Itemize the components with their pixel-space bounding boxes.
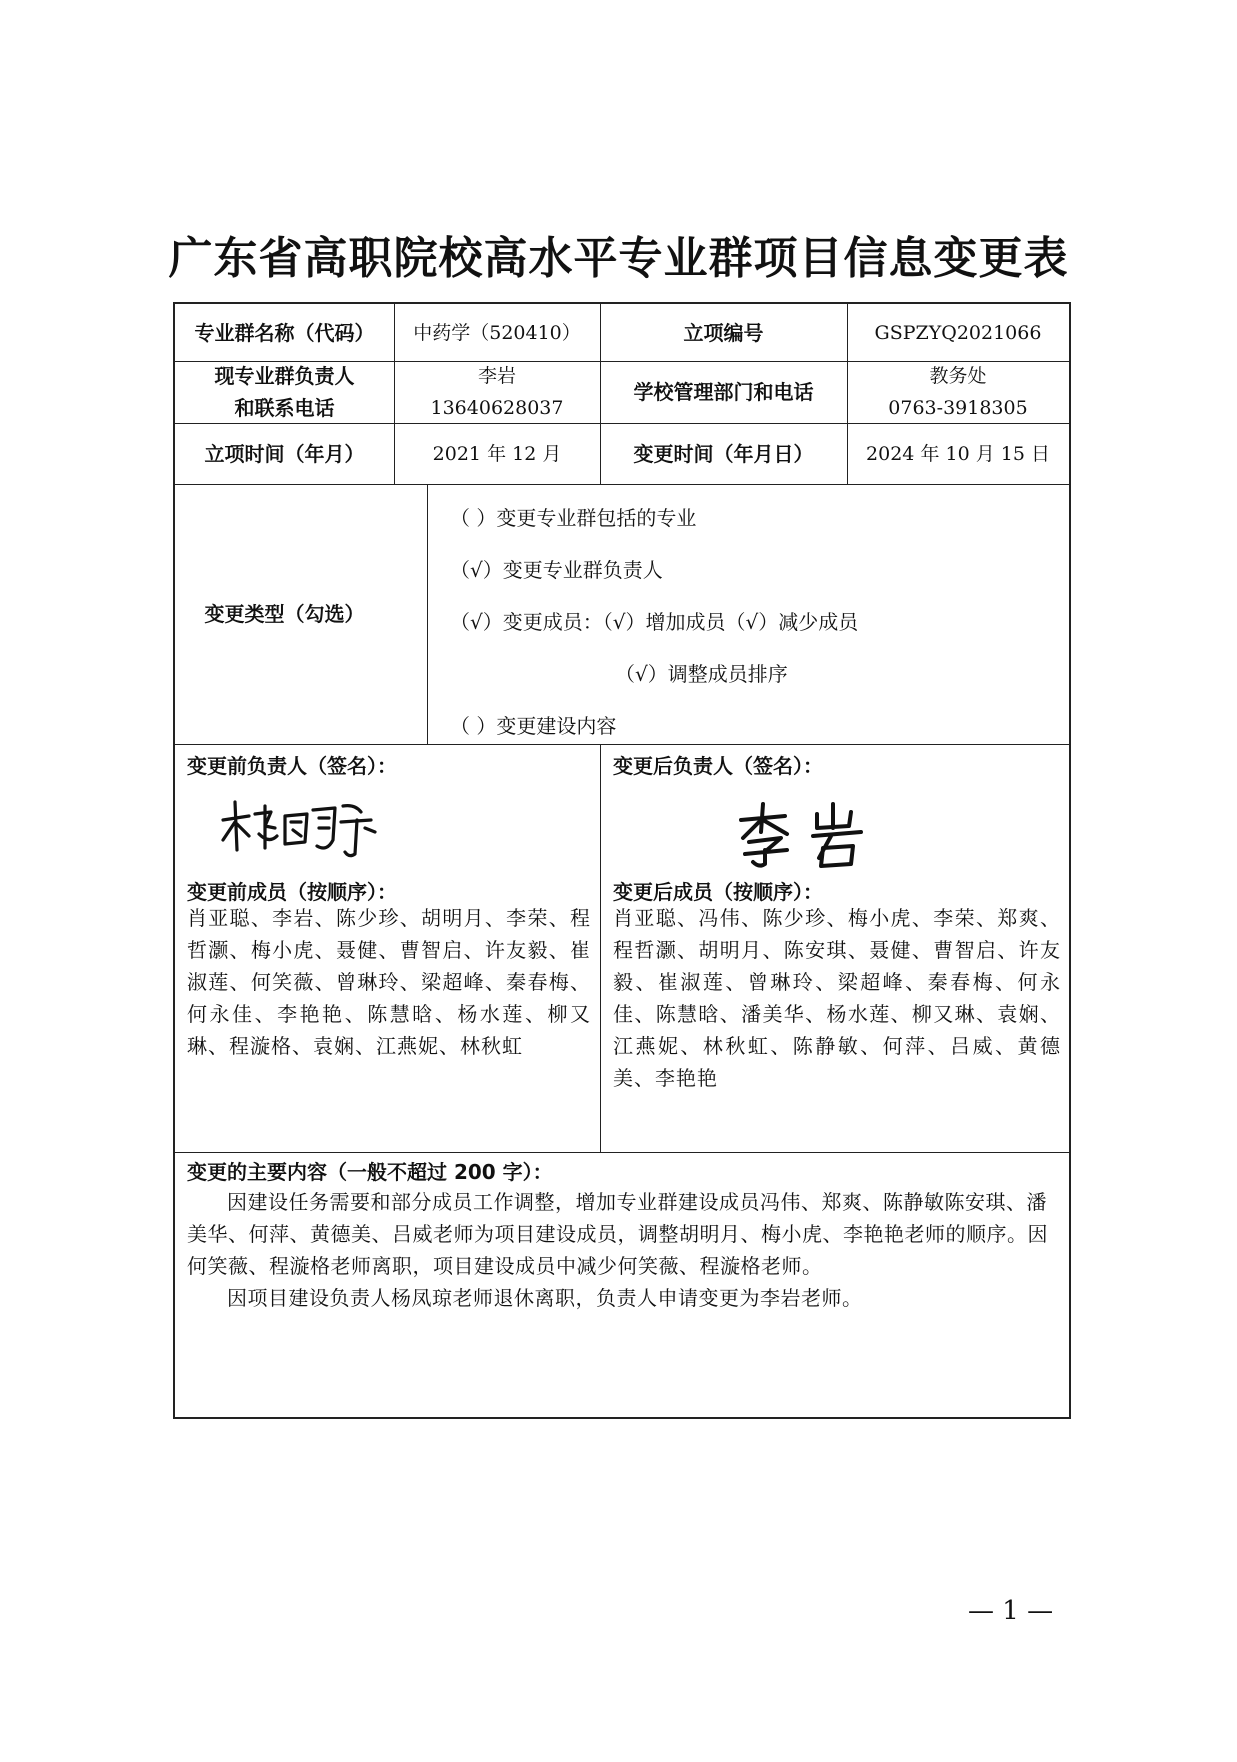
- content-label: 变更的主要内容（一般不超过 200 字）：: [187, 1160, 553, 1184]
- col-divider: [427, 484, 428, 744]
- leader-label: [175, 361, 394, 423]
- option-change-content: （ ）变更建设内容: [450, 714, 617, 738]
- project-no-value: GSPZYQ2021066: [874, 321, 1042, 344]
- before-members-label: 变更前成员（按顺序）：: [187, 880, 397, 904]
- change-form-table: [173, 302, 1071, 1419]
- leader-label-line2: 和联系电话: [234, 396, 335, 420]
- after-members-list: 肖亚聪、冯伟、陈少珍、梅小虎、李荣、郑爽、程哲灏、胡明月、陈安琪、聂健、曹智启、许友毅、崔淑莲、曾琳玲、梁超峰、秦春梅、何永佳、陈慧晗、潘美华、杨水莲、柳又琳、袁娴、江燕妮、林秋虹、陈静敏、何萍、吕威、黄德美、李艳艳: [613, 906, 1061, 1090]
- option-change-majors: （ ）变更专业群包括的专业: [450, 506, 697, 530]
- after-members-label: 变更后成员（按顺序）：: [613, 880, 823, 904]
- col-divider: [600, 744, 601, 1152]
- content-body: [187, 1186, 1057, 1314]
- option-change-members: （√）变更成员：（√）增加成员（√）减少成员: [450, 610, 859, 634]
- dept-value: [847, 361, 1069, 423]
- project-no-label: 立项编号: [683, 320, 764, 345]
- change-type-label: 变更类型（勾选）: [204, 602, 365, 626]
- dept-name: 教务处: [929, 365, 987, 387]
- change-time-value: 2024 年 10 月 15 日: [866, 442, 1050, 465]
- option-change-leader: （√）变更专业群负责人: [450, 558, 663, 582]
- dept-phone: 0763-3918305: [888, 397, 1028, 419]
- content-paragraph: 因建设任务需要和部分成员工作调整，增加专业群建设成员冯伟、郑爽、陈静敏陈安琪、潘美华、何萍、黄德美、吕威老师为项目建设成员，调整胡明月、梅小虎、李艳艳老师的顺序。因何笑薇、程漩格老师离职，项目建设成员中减少何笑薇、程漩格老师。: [187, 1190, 1048, 1278]
- leader-label-line1: 现专业群负责人: [214, 364, 355, 388]
- page-title: 广东省高职院校高水平专业群项目信息变更表: [168, 233, 1069, 284]
- group-name-label: 专业群名称（代码）: [194, 320, 375, 345]
- leader-value: [394, 361, 600, 423]
- leader-phone: 13640628037: [430, 397, 564, 419]
- row-divider: [175, 744, 1069, 745]
- page-number: — 1 —: [968, 1596, 1054, 1626]
- change-time-label: 变更时间（年月日）: [633, 441, 814, 466]
- before-leader-signature: [215, 792, 385, 862]
- leader-name: 李岩: [477, 365, 516, 387]
- after-leader-signature: [735, 798, 885, 870]
- after-leader-label: 变更后负责人（签名）：: [613, 754, 823, 778]
- content-paragraph: 因项目建设负责人杨凤琼老师退休离职，负责人申请变更为李岩老师。: [227, 1286, 863, 1310]
- option-reorder-members: （√）调整成员排序: [615, 662, 788, 686]
- before-leader-label: 变更前负责人（签名）：: [187, 754, 397, 778]
- before-members-list: 肖亚聪、李岩、陈少珍、胡明月、李荣、程哲灏、梅小虎、聂健、曹智启、许友毅、崔淑莲、何笑薇、曾琳玲、梁超峰、秦春梅、何永佳、李艳艳、陈慧晗、杨水莲、柳又琳、程漩格、袁娴、江燕妮、林秋虹: [187, 906, 591, 1058]
- group-name-value: 中药学（520410）: [413, 321, 581, 344]
- row-divider: [175, 1152, 1069, 1153]
- approve-time-value: 2021 年 12 月: [432, 442, 562, 465]
- dept-label: 学校管理部门和电话: [633, 380, 814, 404]
- approve-time-label: 立项时间（年月）: [204, 441, 365, 466]
